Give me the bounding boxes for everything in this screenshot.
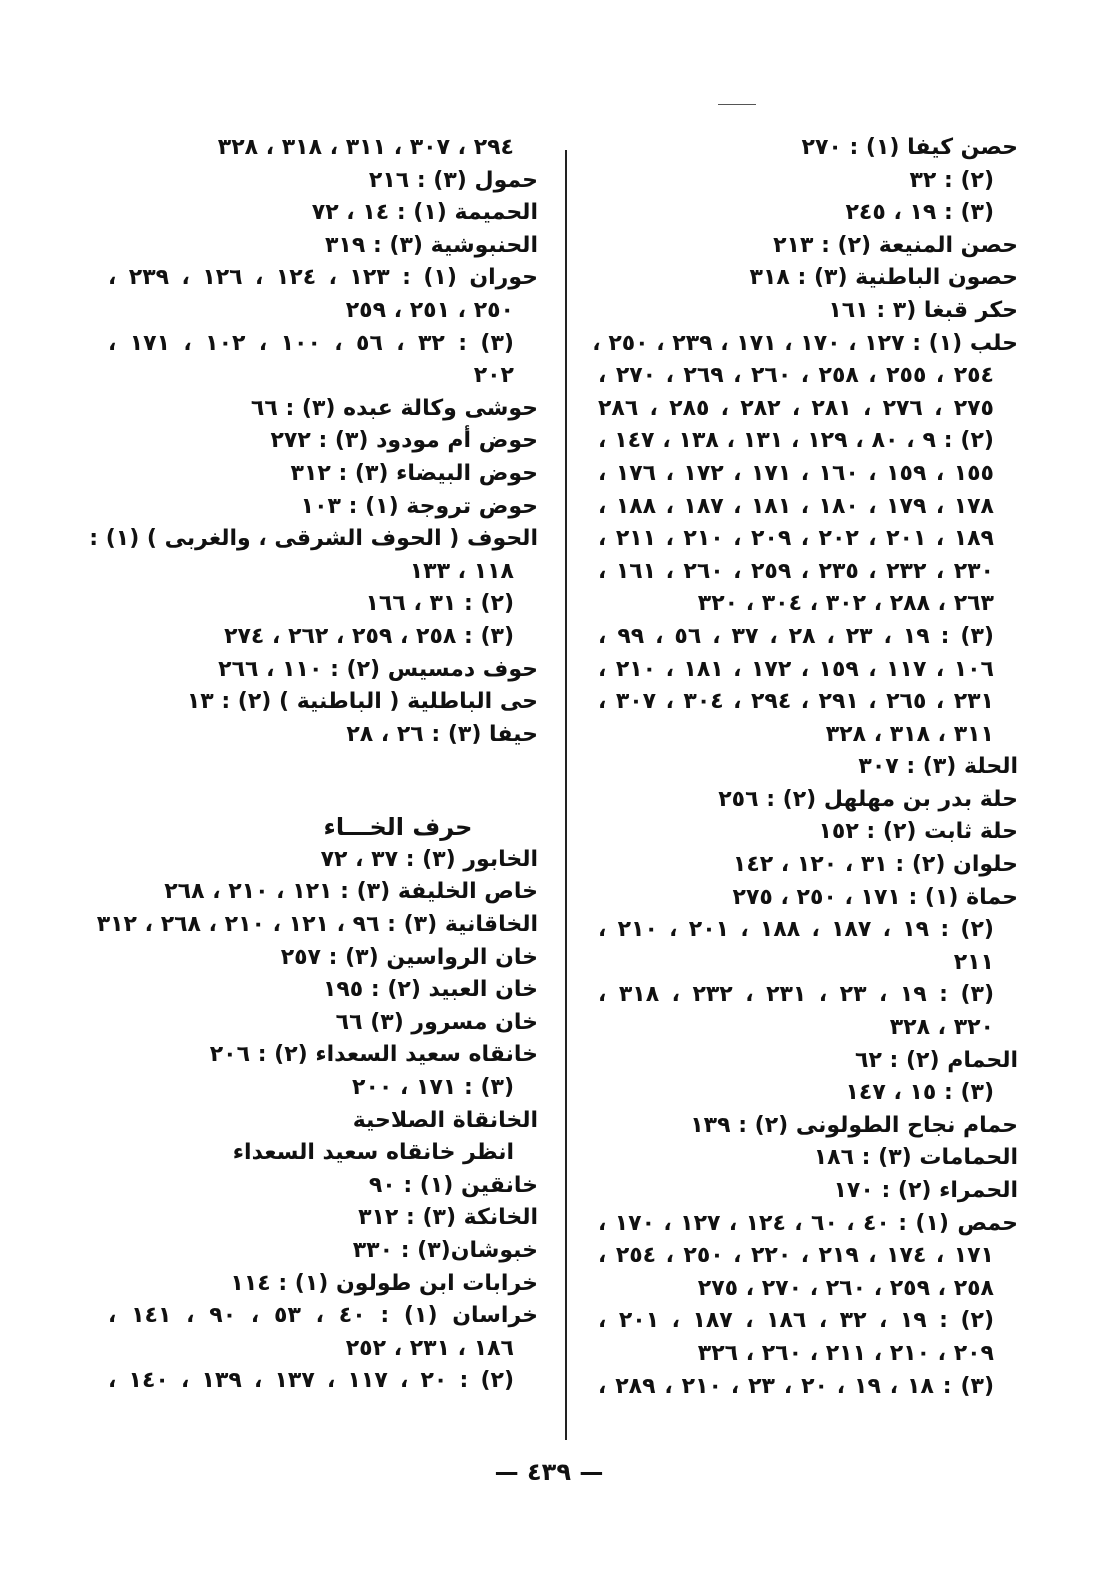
index-entry-line: ٢٣١ ، ٢٦٥ ، ٢٩١ ، ٢٩٤ ، ٣٠٤ ، ٣٠٧ ، (598, 689, 994, 715)
index-entry-line: ٢٩٤ ، ٣٠٧ ، ٣١١ ، ٣١٨ ، ٣٢٨ (217, 135, 514, 160)
index-entry-line: ٢٣٠ ، ٢٣٢ ، ٢٣٥ ، ٢٥٩ ، ٢٦٠ ، ١٦١ ، (598, 558, 994, 584)
index-entry-line: حوشى وكالة عبده (٣) : ٦٦ (250, 395, 538, 421)
index-entry-line: خرابات ابن طولون (١) : ١١٤ (230, 1270, 538, 1296)
index-entry-line: الحمام (٢) : ٦٢ (855, 1047, 1018, 1073)
index-entry-line: حماة (١) : ١٧١ ، ٢٥٠ ، ٢٧٥ (732, 884, 1018, 910)
index-entry-line: خان العبيد (٢) : ١٩٥ (322, 977, 538, 1003)
index-entry-line: الخابور (٣) : ٣٧ ، ٧٢ (320, 846, 538, 872)
index-entry-line: الحنبوشية (٣) : ٣١٩ (325, 232, 538, 258)
index-entry-line (108, 751, 538, 781)
index-entry-line: الحمراء (٢) : ١٧٠ (833, 1178, 1018, 1203)
index-entry-line: (٢) : ١٩ ، ١٨٧ ، ١٨٨ ، ٢٠١ ، ٢١٠ ، (598, 917, 994, 943)
index-entry-line: ٢٥٨ ، ٢٥٩ ، ٢٦٠ ، ٢٧٠ ، ٢٧٥ (697, 1275, 994, 1301)
scan-speck (718, 104, 756, 105)
index-entry-line: الخانكة (٣) : ٣١٢ (358, 1205, 538, 1231)
index-entry-line: (٣) : ١٨ ، ١٩ ، ٢٠ ، ٢٣ ، ٢١٠ ، ٢٨٩ ، (598, 1373, 994, 1399)
index-entry-line: خبوشان(٣) : ٣٣٠ (352, 1238, 538, 1263)
index-entry-line: (٣) : ٢٥٨ ، ٢٥٩ ، ٢٦٢ ، ٢٧٤ (224, 623, 514, 649)
index-entry-line: انظر خانقاه سعيد السعداء (232, 1140, 514, 1166)
index-entry-line: ٢٥٠ ، ٢٥١ ، ٢٥٩ (345, 297, 514, 323)
page-number: — ٤٣٩ — (494, 1458, 604, 1486)
index-entry-line: حيفا (٣) : ٢٦ ، ٢٨ (346, 721, 538, 747)
index-entry-line: ١١٨ ، ١٣٣ (409, 558, 514, 584)
index-entry-line: ٢٦٣ ، ٢٨٨ ، ٣٠٢ ، ٣٠٤ ، ٣٢٠ (697, 591, 994, 617)
index-entry-line: خانقاه سعيد السعداء (٢) : ٢٠٦ (209, 1042, 538, 1068)
index-entry-line: ٢٧٥ ، ٢٧٦ ، ٢٨١ ، ٢٨٢ ، ٢٨٥ ، ٢٨٦ (598, 395, 994, 421)
index-entry-line: حلة ثابت (٢) : ١٥٢ (818, 819, 1018, 845)
index-entry-line: (٣) : ٣٢ ، ٥٦ ، ١٠٠ ، ١٠٢ ، ١٧١ ، (108, 330, 514, 356)
index-entry-line: (٣) : ١٩ ، ٢٤٥ (845, 200, 994, 226)
index-entry-line: حوض البيضاء (٣) : ٣١٢ (290, 460, 538, 486)
index-entry-line: ١٠٦ ، ١١٧ ، ١٥٩ ، ١٧٢ ، ١٨١ ، ٢١٠ ، (598, 656, 994, 682)
index-entry-line: حلب (١) : ١٢٧ ، ١٧٠ ، ١٧١ ، ٢٣٩ ، ٢٥٠ ، (592, 330, 1018, 356)
index-entry-line: ٢١١ (953, 949, 994, 975)
index-entry-line: حمول (٣) : ٢١٦ (368, 167, 538, 193)
left-index-column (89, 132, 539, 1398)
index-entry-line: (٢) : ١٩ ، ٣٢ ، ١٨٦ ، ١٨٧ ، ٢٠١ ، (598, 1308, 994, 1334)
index-entry-line: (٢) : ٢٠ ، ١١٧ ، ١٣٧ ، ١٣٩ ، ١٤٠ ، (108, 1368, 514, 1394)
index-entry-line: ٢٠٢ (473, 363, 514, 389)
index-entry-line: ١٧٨ ، ١٧٩ ، ١٨٠ ، ١٨١ ، ١٨٧ ، ١٨٨ ، (598, 493, 994, 519)
index-entry-line: (٣) : ١٩ ، ٢٣ ، ٢٣١ ، ٢٣٢ ، ٣١٨ ، (598, 982, 994, 1008)
index-entry-line: (٢) : ٣١ ، ١٦٦ (365, 591, 514, 617)
index-entry-line: الحلة (٣) : ٣٠٧ (858, 754, 1018, 780)
index-entry-line: (٢) : ٣٢ (909, 167, 994, 193)
index-entry-line: خان مسرور (٣) ٦٦ (335, 1009, 538, 1035)
index-entry-line: حوض أم مودود (٣) : ٢٧٢ (270, 428, 538, 454)
index-entry-line: ١٥٥ ، ١٥٩ ، ١٦٠ ، ١٧١ ، ١٧٢ ، ١٧٦ ، (598, 460, 994, 486)
index-entry-line: حوف دمسيس (٢) : ١١٠ ، ٢٦٦ (218, 656, 538, 682)
index-entry-line: الحميمة (١) : ١٤ ، ٧٢ (311, 200, 538, 226)
index-entry-line: حصن كيفا (١) : ٢٧٠ (801, 135, 1018, 160)
right-index-column (592, 132, 1018, 1403)
index-entry-line: خراسان (١) : ٤٠ ، ٥٣ ، ٩٠ ، ١٤١ ، (108, 1303, 539, 1329)
index-entry-line: حصون الباطنية (٣) : ٣١٨ (749, 265, 1018, 291)
index-entry-line (108, 781, 538, 811)
index-entry-line: ١٧١ ، ١٧٤ ، ٢١٩ ، ٢٢٠ ، ٢٥٠ ، ٢٥٤ ، (598, 1243, 994, 1269)
index-entry-line: الحمامات (٣) : ١٨٦ (813, 1145, 1018, 1171)
index-entry-line: (٣) : ١٩ ، ٢٣ ، ٢٨ ، ٣٧ ، ٥٦ ، ٩٩ ، (598, 623, 994, 649)
index-entry-line: حوران (١) : ١٢٣ ، ١٢٤ ، ١٢٦ ، ٢٣٩ ، (108, 265, 538, 291)
index-entry-line: حمص (١) : ٤٠ ، ٦٠ ، ١٢٤ ، ١٢٧ ، ١٧٠ ، (598, 1210, 1018, 1236)
index-entry-line: خان الرواسين (٣) : ٢٥٧ (280, 944, 538, 970)
index-entry-line: الخانقاة الصلاحية (352, 1107, 538, 1133)
index-entry-line: حصن المنيعة (٢) : ٢١٣ (773, 232, 1018, 258)
index-entry-line: حمام نجاح الطولونى (٢) : ١٣٩ (690, 1112, 1018, 1138)
column-divider (565, 150, 567, 1440)
index-entry-line: (٢) : ٩ ، ٨٠ ، ١٢٩ ، ١٣١ ، ١٣٨ ، ١٤٧ ، (598, 428, 994, 454)
index-entry-line: ٣٢٠ ، ٣٢٨ (889, 1015, 994, 1041)
index-entry-line: حلوان (٢) : ٣١ ، ١٢٠ ، ١٤٢ (732, 852, 1018, 878)
index-entry-line: ٢٥٤ ، ٢٥٥ ، ٢٥٨ ، ٢٦٠ ، ٢٦٩ ، ٢٧٠ ، (598, 363, 994, 389)
section-heading: حرف الخـــاء (323, 813, 473, 842)
index-entry-line: حى الباطلية ( الباطنية ) (٢) : ١٣ (186, 689, 538, 715)
index-entry-line: خانقين (١) : ٩٠ (368, 1172, 538, 1198)
index-entry-line: حكر قبغا (٣ : ١٦١ (828, 297, 1018, 323)
index-entry-line: ١٨٩ ، ٢٠١ ، ٢٠٢ ، ٢٠٩ ، ٢١٠ ، ٢١١ ، (598, 526, 994, 552)
index-entry-line: ٢٠٩ ، ٢١٠ ، ٢١١ ، ٢٦٠ ، ٣٢٦ (697, 1340, 994, 1366)
index-entry-line: (٣) : ١٧١ ، ٢٠٠ (352, 1075, 514, 1101)
index-entry-line: حوض تروجة (١) : ١٠٣ (300, 493, 538, 519)
index-entry-line: الخاقانية (٣) : ٩٦ ، ١٢١ ، ٢١٠ ، ٢٦٨ ، ٣١٢ (96, 912, 538, 938)
index-entry-line: الحوف ( الحوف الشرقى ، والغربى ) (١) : (89, 526, 538, 552)
index-entry-line: حلة بدر بن مهلهل (٢) : ٢٥٦ (718, 786, 1018, 812)
index-entry-line: خاص الخليفة (٣) : ١٢١ ، ٢١٠ ، ٢٦٨ (164, 879, 538, 905)
index-entry-line: ٣١١ ، ٣١٨ ، ٣٢٨ (825, 721, 994, 747)
index-entry-line: ١٨٦ ، ٢٣١ ، ٢٥٢ (345, 1335, 514, 1361)
index-entry-line: (٣) : ١٥ ، ١٤٧ (845, 1080, 994, 1106)
